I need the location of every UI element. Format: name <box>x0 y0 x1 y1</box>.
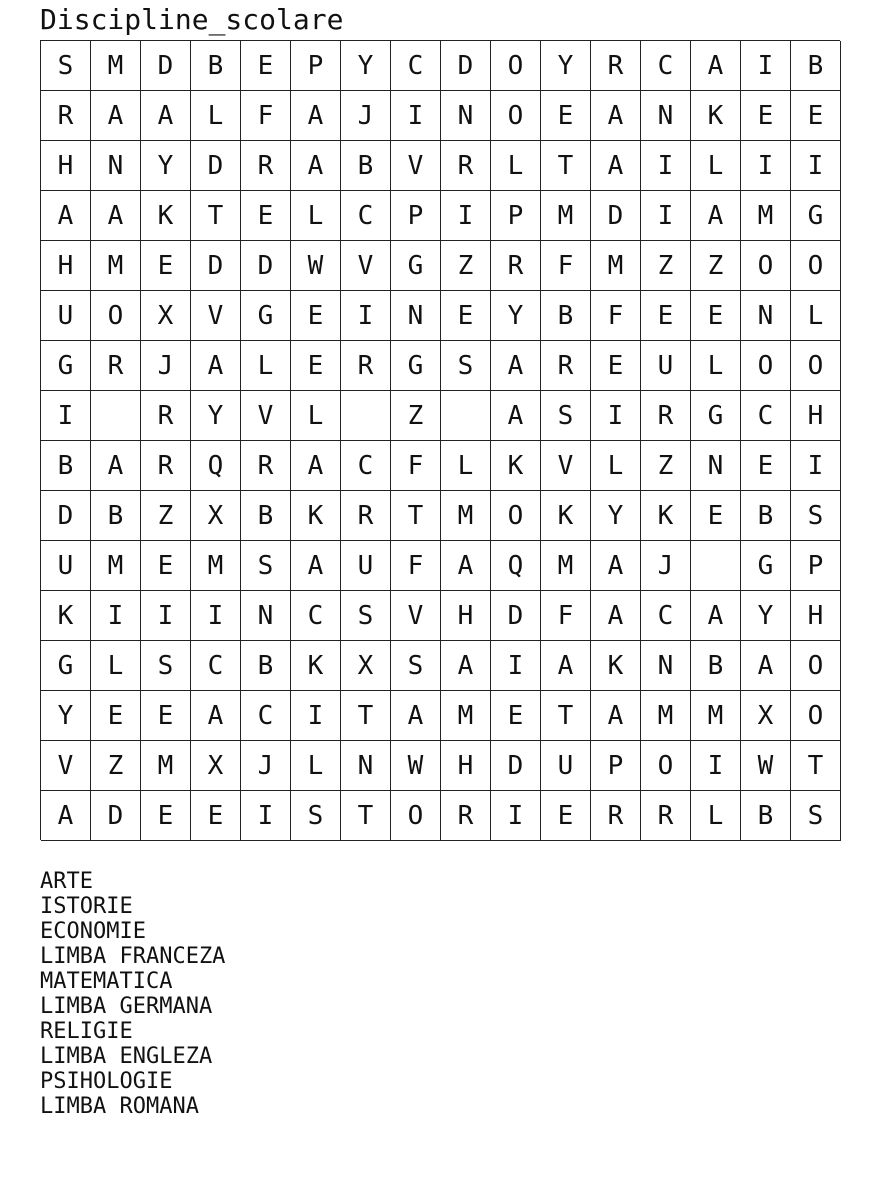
grid-cell[interactable]: S <box>541 391 591 441</box>
grid-cell[interactable]: A <box>291 141 341 191</box>
grid-cell[interactable]: F <box>391 441 441 491</box>
grid-cell[interactable]: I <box>791 441 841 491</box>
grid-cell[interactable]: C <box>641 41 691 91</box>
grid-cell[interactable]: E <box>141 241 191 291</box>
grid-cell[interactable]: A <box>591 691 641 741</box>
grid-cell[interactable]: N <box>391 291 441 341</box>
grid-cell[interactable]: V <box>541 441 591 491</box>
grid-cell[interactable]: R <box>341 341 391 391</box>
grid-cell[interactable]: R <box>591 41 641 91</box>
grid-cell[interactable]: I <box>691 741 741 791</box>
grid-cell[interactable]: S <box>41 41 91 91</box>
grid-cell[interactable]: O <box>791 641 841 691</box>
grid-cell[interactable]: A <box>441 541 491 591</box>
grid-cell[interactable]: Y <box>341 41 391 91</box>
grid-cell[interactable]: E <box>741 91 791 141</box>
grid-cell[interactable]: O <box>641 741 691 791</box>
grid-cell[interactable]: I <box>591 391 641 441</box>
word-list <box>40 869 225 1119</box>
grid-cell[interactable]: B <box>741 791 791 841</box>
grid-cell[interactable]: G <box>41 341 91 391</box>
grid-cell[interactable]: N <box>241 591 291 641</box>
grid-cell[interactable]: O <box>791 341 841 391</box>
grid-cell[interactable]: V <box>41 741 91 791</box>
grid-cell[interactable]: B <box>341 141 391 191</box>
grid-cell[interactable]: G <box>391 241 441 291</box>
grid-cell[interactable]: K <box>641 491 691 541</box>
grid-cell[interactable]: D <box>141 41 191 91</box>
grid-cell[interactable]: M <box>441 691 491 741</box>
grid-cell[interactable]: W <box>291 241 341 291</box>
grid-cell[interactable]: P <box>791 541 841 591</box>
grid-cell[interactable]: U <box>41 541 91 591</box>
grid-cell[interactable]: A <box>91 191 141 241</box>
grid-cell[interactable]: A <box>191 341 241 391</box>
grid-cell[interactable]: A <box>591 591 641 641</box>
grid-cell[interactable]: C <box>241 691 291 741</box>
grid-cell[interactable]: X <box>191 491 241 541</box>
grid-cell[interactable]: R <box>641 391 691 441</box>
grid-cell[interactable]: Y <box>541 41 591 91</box>
grid-cell[interactable]: I <box>391 91 441 141</box>
grid-cell[interactable]: L <box>291 741 341 791</box>
grid-cell[interactable]: R <box>241 141 291 191</box>
grid-cell[interactable]: C <box>641 591 691 641</box>
word-list-item: MATEMATICA <box>40 969 173 994</box>
grid-cell[interactable]: I <box>241 791 291 841</box>
grid-cell[interactable]: D <box>91 791 141 841</box>
grid-cell[interactable]: G <box>391 341 441 391</box>
grid-cell[interactable]: H <box>41 241 91 291</box>
grid-cell[interactable]: S <box>791 791 841 841</box>
grid-cell[interactable]: R <box>141 391 191 441</box>
grid-cell[interactable]: J <box>241 741 291 791</box>
grid-cell[interactable]: O <box>791 691 841 741</box>
grid-cell[interactable]: L <box>91 641 141 691</box>
grid-cell[interactable]: B <box>41 441 91 491</box>
grid-cell[interactable]: M <box>141 741 191 791</box>
grid-cell[interactable]: K <box>541 491 591 541</box>
grid-cell[interactable]: H <box>41 141 91 191</box>
grid-cell[interactable]: T <box>191 191 241 241</box>
grid-cell[interactable]: R <box>441 141 491 191</box>
grid-cell[interactable]: M <box>541 541 591 591</box>
grid-cell[interactable]: A <box>141 91 191 141</box>
grid-cell[interactable]: Y <box>41 691 91 741</box>
grid-cell[interactable]: K <box>591 641 641 691</box>
page-title: Discipline_scolare <box>40 3 344 36</box>
grid-cell[interactable]: I <box>641 141 691 191</box>
grid-cell[interactable]: Z <box>141 491 191 541</box>
grid-cell[interactable]: M <box>641 691 691 741</box>
grid-cell[interactable]: L <box>491 141 541 191</box>
word-list-item: LIMBA GERMANA <box>40 994 213 1019</box>
grid-cell[interactable]: A <box>541 641 591 691</box>
grid-cell[interactable]: S <box>391 641 441 691</box>
grid-cell[interactable]: N <box>641 91 691 141</box>
grid-cell[interactable]: J <box>641 541 691 591</box>
grid-cell[interactable]: E <box>141 691 191 741</box>
grid-cell[interactable]: B <box>691 641 741 691</box>
grid-cell[interactable]: E <box>791 91 841 141</box>
grid-cell[interactable]: F <box>391 541 441 591</box>
grid-cell[interactable]: I <box>491 641 541 691</box>
grid-cell[interactable]: S <box>241 541 291 591</box>
grid-cell[interactable]: G <box>41 641 91 691</box>
grid-cell[interactable]: X <box>341 641 391 691</box>
grid-cell[interactable]: D <box>441 41 491 91</box>
grid-cell[interactable]: X <box>191 741 241 791</box>
grid-cell[interactable]: G <box>241 291 291 341</box>
grid-cell[interactable]: B <box>791 41 841 91</box>
grid-cell[interactable]: A <box>291 91 341 141</box>
grid-cell[interactable]: M <box>741 191 791 241</box>
grid-cell[interactable]: S <box>341 591 391 641</box>
grid-cell[interactable]: G <box>691 391 741 441</box>
grid-cell[interactable]: R <box>241 441 291 491</box>
grid-cell[interactable]: M <box>591 241 641 291</box>
grid-cell[interactable]: A <box>491 341 541 391</box>
grid-cell[interactable]: T <box>541 141 591 191</box>
grid-cell[interactable]: L <box>691 141 741 191</box>
grid-cell[interactable]: E <box>691 491 741 541</box>
grid-cell[interactable]: R <box>591 791 641 841</box>
grid-cell[interactable]: O <box>91 291 141 341</box>
grid-cell[interactable]: N <box>741 291 791 341</box>
grid-cell[interactable]: H <box>441 741 491 791</box>
grid-cell[interactable]: Z <box>641 441 691 491</box>
grid-cell[interactable]: Y <box>141 141 191 191</box>
grid-cell[interactable]: L <box>691 791 741 841</box>
grid-cell[interactable]: B <box>541 291 591 341</box>
grid-cell[interactable]: B <box>241 641 291 691</box>
word-list-item: RELIGIE <box>40 1019 133 1044</box>
grid-cell[interactable]: E <box>91 691 141 741</box>
word-list-item: ECONOMIE <box>40 919 146 944</box>
word-list-item: LIMBA FRANCEZA <box>40 944 226 969</box>
word-list-item: LIMBA ROMANA <box>40 1094 199 1119</box>
grid-cell[interactable]: E <box>291 291 341 341</box>
grid-cell[interactable]: I <box>491 791 541 841</box>
grid-cell[interactable]: I <box>341 291 391 341</box>
grid-cell[interactable]: F <box>541 591 591 641</box>
word-list-item: ARTE <box>40 869 93 894</box>
grid-cell[interactable]: I <box>641 191 691 241</box>
grid-cell[interactable]: I <box>741 141 791 191</box>
grid-cell[interactable]: R <box>541 341 591 391</box>
grid-cell[interactable]: V <box>391 141 441 191</box>
grid-cell[interactable]: P <box>491 191 541 241</box>
grid-cell[interactable]: N <box>641 641 691 691</box>
grid-cell[interactable]: F <box>541 241 591 291</box>
grid-cell[interactable]: B <box>91 491 141 541</box>
grid-cell[interactable]: M <box>691 691 741 741</box>
grid-cell[interactable]: O <box>491 91 541 141</box>
word-list-item: LIMBA ENGLEZA <box>40 1044 213 1069</box>
grid-cell[interactable] <box>441 391 491 441</box>
grid-cell[interactable]: E <box>191 791 241 841</box>
grid-cell[interactable]: L <box>291 391 341 441</box>
word-search-grid <box>40 40 840 840</box>
grid-cell[interactable]: K <box>141 191 191 241</box>
grid-cell[interactable]: I <box>441 191 491 241</box>
grid-cell[interactable]: V <box>241 391 291 441</box>
grid-cell[interactable]: P <box>291 41 341 91</box>
grid-cell[interactable]: S <box>291 791 341 841</box>
grid-cell[interactable]: Y <box>191 391 241 441</box>
grid-cell[interactable]: C <box>341 191 391 241</box>
grid-cell[interactable]: D <box>591 191 641 241</box>
grid-cell[interactable]: C <box>391 41 441 91</box>
grid-cell[interactable]: E <box>241 41 291 91</box>
grid-cell[interactable] <box>691 541 741 591</box>
grid-cell[interactable]: R <box>441 791 491 841</box>
grid-cell[interactable]: U <box>541 741 591 791</box>
grid-cell[interactable]: E <box>241 191 291 241</box>
grid-cell[interactable]: J <box>141 341 191 391</box>
grid-cell[interactable]: Z <box>91 741 141 791</box>
grid-cell[interactable]: N <box>341 741 391 791</box>
grid-cell[interactable]: Z <box>441 241 491 291</box>
grid-cell[interactable]: K <box>291 491 341 541</box>
grid-cell[interactable]: A <box>191 691 241 741</box>
grid-cell[interactable]: W <box>391 741 441 791</box>
grid-cell[interactable]: O <box>791 241 841 291</box>
grid-cell[interactable]: A <box>291 441 341 491</box>
grid-cell[interactable]: I <box>191 591 241 641</box>
grid-cell[interactable]: A <box>691 191 741 241</box>
grid-cell[interactable]: A <box>91 441 141 491</box>
grid-cell[interactable]: E <box>591 341 641 391</box>
grid-cell[interactable]: X <box>141 291 191 341</box>
grid-cell[interactable]: G <box>741 541 791 591</box>
grid-cell[interactable]: E <box>541 91 591 141</box>
grid-cell[interactable]: R <box>491 241 541 291</box>
grid-cell[interactable]: A <box>691 41 741 91</box>
grid-cell[interactable]: R <box>341 491 391 541</box>
grid-cell[interactable]: E <box>491 691 541 741</box>
word-list-item: ISTORIE <box>40 894 133 919</box>
grid-cell[interactable]: A <box>441 641 491 691</box>
grid-cell[interactable]: A <box>591 141 641 191</box>
grid-cell[interactable]: M <box>91 241 141 291</box>
grid-cell[interactable]: M <box>91 41 141 91</box>
grid-cell[interactable]: U <box>41 291 91 341</box>
grid-cell[interactable]: V <box>191 291 241 341</box>
grid-cell[interactable]: M <box>91 541 141 591</box>
grid-cell[interactable]: E <box>141 541 191 591</box>
grid-cell[interactable]: D <box>191 241 241 291</box>
grid-cell[interactable]: A <box>41 191 91 241</box>
grid-cell[interactable]: Y <box>741 591 791 641</box>
grid-cell[interactable]: A <box>391 691 441 741</box>
grid-cell[interactable]: E <box>691 291 741 341</box>
grid-cell[interactable]: B <box>741 491 791 541</box>
grid-cell[interactable]: E <box>541 791 591 841</box>
grid-cell[interactable]: F <box>591 291 641 341</box>
grid-cell[interactable]: D <box>491 591 541 641</box>
grid-cell[interactable]: B <box>191 41 241 91</box>
grid-cell[interactable]: E <box>441 291 491 341</box>
grid-cell[interactable]: D <box>491 741 541 791</box>
grid-cell[interactable]: I <box>91 591 141 641</box>
grid-cell[interactable]: K <box>291 641 341 691</box>
grid-cell[interactable]: A <box>91 91 141 141</box>
word-list-item: PSIHOLOGIE <box>40 1069 173 1094</box>
grid-cell[interactable]: C <box>191 641 241 691</box>
grid-cell[interactable]: A <box>591 91 641 141</box>
grid-cell[interactable] <box>341 391 391 441</box>
grid-cell[interactable]: A <box>691 591 741 641</box>
grid-cell[interactable]: V <box>341 241 391 291</box>
grid-cell[interactable]: S <box>791 491 841 541</box>
grid-cell[interactable]: O <box>491 491 541 541</box>
grid-cell[interactable]: U <box>341 541 391 591</box>
grid-cell[interactable]: K <box>41 591 91 641</box>
grid-cell[interactable]: T <box>391 491 441 541</box>
grid-cell[interactable]: H <box>791 391 841 441</box>
grid-cell[interactable]: D <box>241 241 291 291</box>
grid-cell[interactable]: R <box>91 341 141 391</box>
grid-cell[interactable]: L <box>791 291 841 341</box>
grid-cell[interactable]: P <box>591 741 641 791</box>
grid-cell[interactable]: Z <box>641 241 691 291</box>
grid-cell[interactable]: N <box>441 91 491 141</box>
grid-cell[interactable]: A <box>41 791 91 841</box>
grid-cell[interactable]: I <box>291 691 341 741</box>
grid-cell[interactable]: L <box>291 191 341 241</box>
grid-cell[interactable]: E <box>291 341 341 391</box>
grid-cell[interactable]: M <box>191 541 241 591</box>
grid-cell[interactable]: R <box>141 441 191 491</box>
grid-cell[interactable]: S <box>141 641 191 691</box>
grid-cell[interactable]: A <box>741 641 791 691</box>
grid-cell[interactable]: E <box>641 291 691 341</box>
grid-cell[interactable]: O <box>491 41 541 91</box>
grid-cell[interactable]: V <box>391 591 441 641</box>
grid-cell[interactable]: N <box>691 441 741 491</box>
grid-cell[interactable]: K <box>691 91 741 141</box>
grid-cell[interactable]: N <box>91 141 141 191</box>
grid-cell[interactable]: R <box>641 791 691 841</box>
grid-cell[interactable]: L <box>441 441 491 491</box>
grid-cell[interactable]: S <box>441 341 491 391</box>
grid-cell[interactable]: Q <box>191 441 241 491</box>
grid-cell[interactable]: I <box>141 591 191 641</box>
grid-cell[interactable]: W <box>741 741 791 791</box>
grid-cell[interactable]: A <box>291 541 341 591</box>
grid-cell[interactable]: A <box>591 541 641 591</box>
grid-cell[interactable]: M <box>441 491 491 541</box>
grid-cell[interactable]: Q <box>491 541 541 591</box>
grid-cell[interactable]: D <box>41 491 91 541</box>
grid-cell[interactable]: G <box>791 191 841 241</box>
grid-cell[interactable]: F <box>241 91 291 141</box>
grid-cell[interactable]: I <box>41 391 91 441</box>
grid-cell[interactable]: H <box>791 591 841 641</box>
grid-cell[interactable]: H <box>441 591 491 641</box>
grid-cell[interactable]: L <box>691 341 741 391</box>
grid-cell[interactable]: P <box>391 191 441 241</box>
grid-cell[interactable]: E <box>141 791 191 841</box>
grid-cell[interactable]: A <box>491 391 541 441</box>
grid-cell[interactable]: Z <box>391 391 441 441</box>
grid-cell[interactable]: E <box>741 441 791 491</box>
grid-cell[interactable]: C <box>341 441 391 491</box>
grid-cell[interactable]: L <box>591 441 641 491</box>
grid-cell[interactable]: B <box>241 491 291 541</box>
grid-cell[interactable]: K <box>491 441 541 491</box>
grid-cell[interactable]: R <box>41 91 91 141</box>
grid-cell[interactable]: D <box>191 141 241 191</box>
grid-cell[interactable]: I <box>741 41 791 91</box>
grid-cell[interactable]: Y <box>491 291 541 341</box>
grid-cell[interactable]: Y <box>591 491 641 541</box>
grid-cell[interactable]: J <box>341 91 391 141</box>
grid-cell[interactable]: O <box>741 241 791 291</box>
grid-cell[interactable]: U <box>641 341 691 391</box>
grid-cell[interactable]: T <box>791 741 841 791</box>
grid-cell[interactable]: X <box>741 691 791 741</box>
grid-cell[interactable]: L <box>241 341 291 391</box>
grid-cell[interactable]: I <box>791 141 841 191</box>
grid-cell[interactable]: M <box>541 191 591 241</box>
grid-cell[interactable]: T <box>341 691 391 741</box>
grid-cell[interactable]: O <box>391 791 441 841</box>
grid-cell[interactable]: T <box>341 791 391 841</box>
grid-cell[interactable]: C <box>741 391 791 441</box>
grid-cell[interactable]: C <box>291 591 341 641</box>
grid-cell[interactable]: T <box>541 691 591 741</box>
grid-cell[interactable]: O <box>741 341 791 391</box>
grid-cell[interactable]: Z <box>691 241 741 291</box>
grid-cell[interactable]: L <box>191 91 241 141</box>
grid-cell[interactable] <box>91 391 141 441</box>
